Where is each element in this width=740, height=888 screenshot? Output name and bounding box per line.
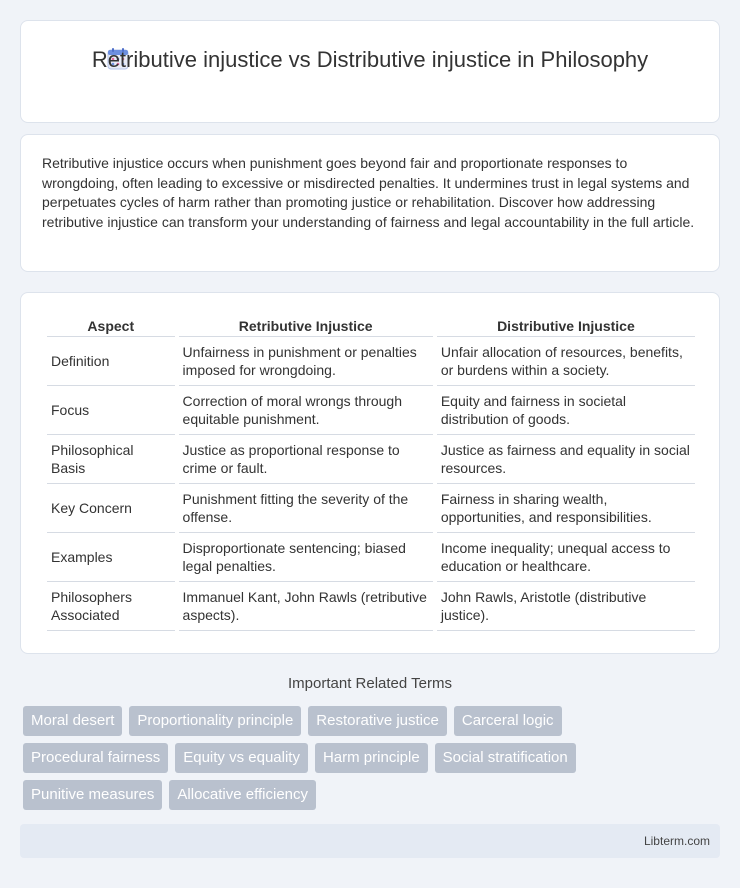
tag-row <box>23 706 723 736</box>
cell-distributive: Equity and fairness in societal distribution of goods. <box>437 386 695 435</box>
footer <box>20 824 720 858</box>
related-terms-list <box>23 706 723 817</box>
header-distributive: Distributive Injustice <box>437 315 695 337</box>
cell-retributive: Disproportionate sentencing; biased legal penalties. <box>179 533 433 582</box>
title-card <box>20 20 720 123</box>
cell-retributive: Unfairness in punishment or penalties imposed for wrongdoing. <box>179 337 433 386</box>
tag-social-stratification[interactable]: Social stratification <box>435 743 576 773</box>
tag-restorative-justice[interactable]: Restorative justice <box>308 706 447 736</box>
header-aspect: Aspect <box>47 315 175 337</box>
cell-aspect: Philosophers Associated <box>47 582 175 631</box>
tag-row <box>23 743 723 773</box>
cell-aspect: Focus <box>47 386 175 435</box>
related-terms-title: Important Related Terms <box>288 675 452 692</box>
comparison-table <box>43 315 699 631</box>
cell-retributive: Correction of moral wrongs through equitable punishment. <box>179 386 433 435</box>
tag-allocative-efficiency[interactable]: Allocative efficiency <box>169 780 316 810</box>
cell-retributive: Justice as proportional response to crime or fault. <box>179 435 433 484</box>
table-row <box>47 435 695 484</box>
cell-distributive: Income inequality; unequal access to education or healthcare. <box>437 533 695 582</box>
tag-equity-vs-equality[interactable]: Equity vs equality <box>175 743 308 773</box>
tag-proportionality-principle[interactable]: Proportionality principle <box>129 706 301 736</box>
cell-retributive: Punishment fitting the severity of the offense. <box>179 484 433 533</box>
tag-punitive-measures[interactable]: Punitive measures <box>23 780 162 810</box>
intro-card <box>20 134 720 272</box>
comparison-card <box>20 292 720 654</box>
page-title: Retributive injustice vs Distributive injustice in Philosophy <box>91 47 649 72</box>
cell-aspect: Definition <box>47 337 175 386</box>
cell-distributive: Fairness in sharing wealth, opportunities, and responsibilities. <box>437 484 695 533</box>
table-row <box>47 337 695 386</box>
cell-distributive: Justice as fairness and equality in social resources. <box>437 435 695 484</box>
tag-procedural-fairness[interactable]: Procedural fairness <box>23 743 168 773</box>
tag-row <box>23 780 723 810</box>
cell-distributive: Unfair allocation of resources, benefits, or burdens within a society. <box>437 337 695 386</box>
tag-moral-desert[interactable]: Moral desert <box>23 706 122 736</box>
cell-aspect: Philosophical Basis <box>47 435 175 484</box>
cell-distributive: John Rawls, Aristotle (distributive justice). <box>437 582 695 631</box>
cell-retributive: Immanuel Kant, John Rawls (retributive aspects). <box>179 582 433 631</box>
table-header-row <box>47 315 695 337</box>
tag-carceral-logic[interactable]: Carceral logic <box>454 706 562 736</box>
tag-harm-principle[interactable]: Harm principle <box>315 743 428 773</box>
cell-aspect: Examples <box>47 533 175 582</box>
table-row <box>47 533 695 582</box>
header-retributive: Retributive Injustice <box>179 315 433 337</box>
table-row <box>47 582 695 631</box>
table-row <box>47 386 695 435</box>
intro-text: Retributive injustice occurs when punishment goes beyond fair and proportionate responses to wrongdoing, often leading to excessive or misdirected penalties. It undermines trust in legal systems and perpetuates cycles of harm rather than promoting justice or rehabilitation. Discover how addressing retributive injustice can transform your understanding of fairness and legal accountability in the full article. <box>42 155 695 230</box>
cell-aspect: Key Concern <box>47 484 175 533</box>
footer-site-link[interactable]: Libterm.com <box>643 834 710 848</box>
table-row <box>47 484 695 533</box>
